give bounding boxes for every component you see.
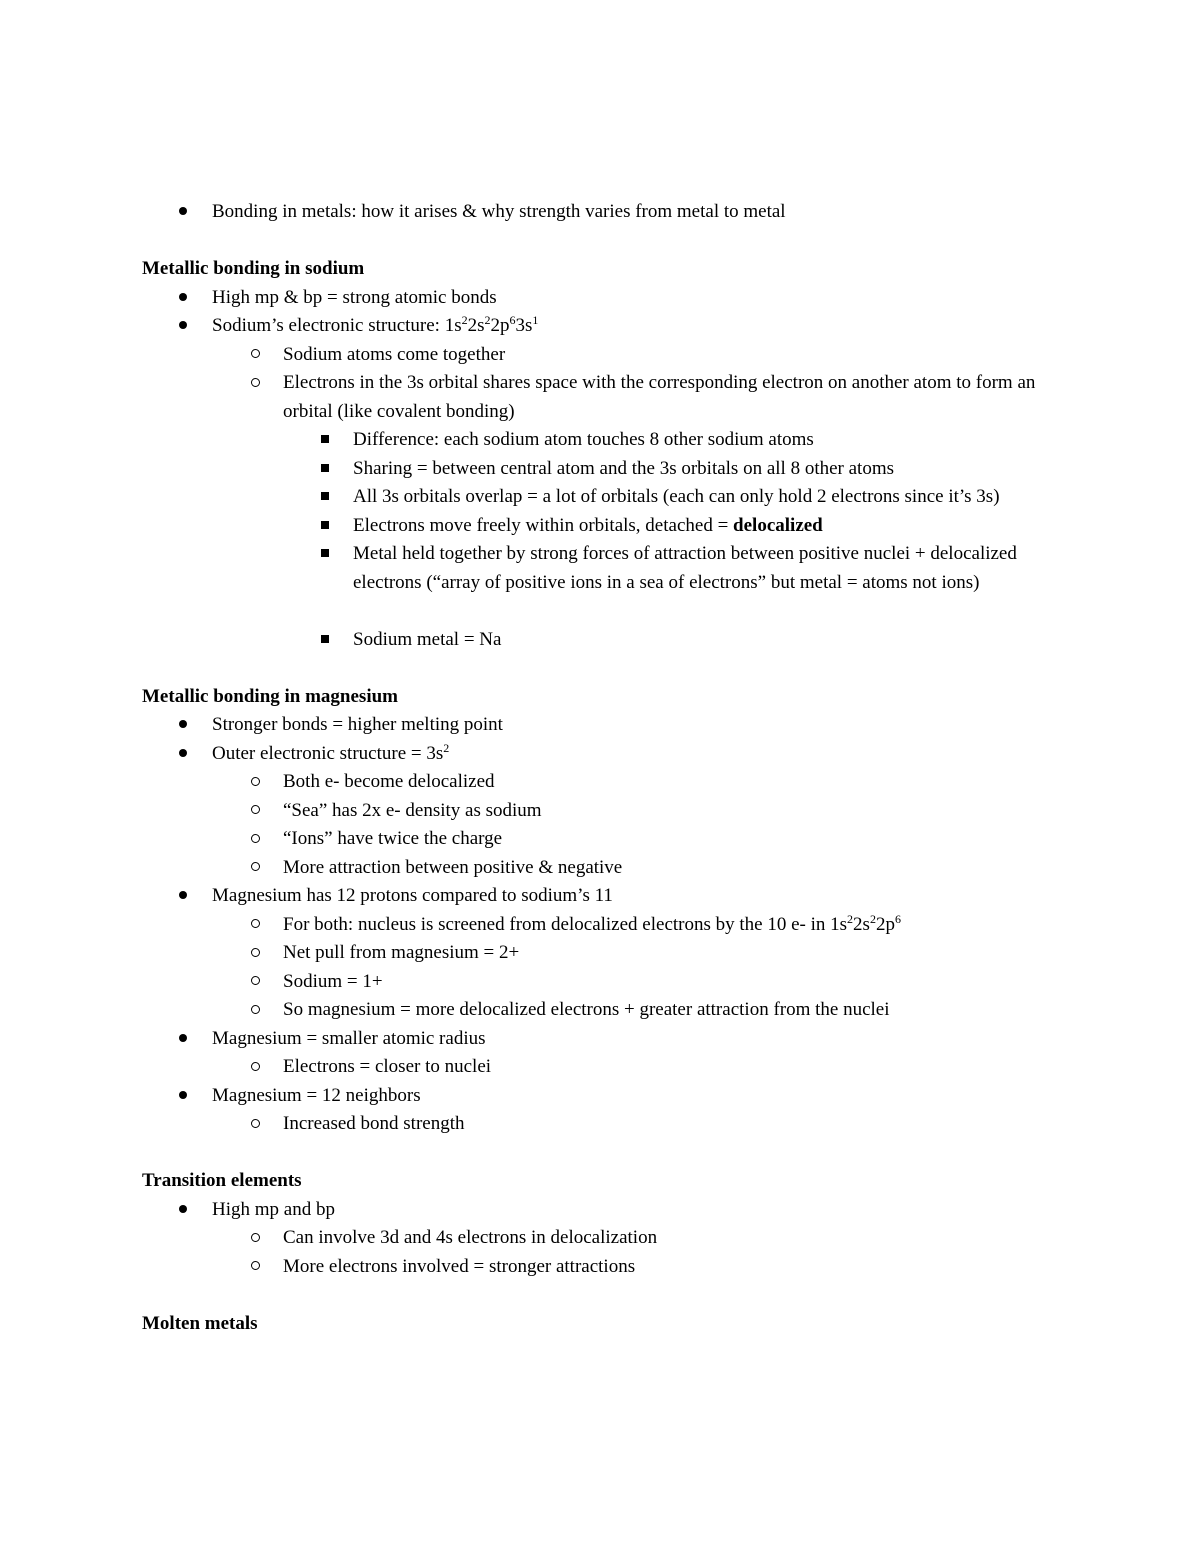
config-count: 2 [847,911,854,926]
list-item [142,198,1082,227]
list-item [142,312,1082,341]
sodium-electron-config [445,315,539,336]
config-count: 6 [894,911,901,926]
transition-s2-text: More electrons involved = stronger attractions [283,1255,636,1277]
bullet-square-icon [315,540,335,569]
transition-heading: Transition elements [142,1170,302,1191]
bullet-circle-icon [245,996,265,1025]
list-item [142,512,1082,541]
magnesium-b3-s2-text: Net pull from magnesium = 2+ [283,942,520,963]
bullet-circle-icon [245,1253,265,1282]
config-count: 1 [532,313,539,327]
list-item [142,1053,1082,1082]
magnesium-b5-text: Magnesium = 12 neighbors [212,1084,421,1106]
list-item [142,882,1082,911]
list-item [142,939,1082,968]
bullet-circle-icon [245,854,265,883]
intro-list [142,198,1082,227]
list-item [142,1082,1082,1111]
bullet-circle-icon [245,968,265,997]
list-item [142,1025,1082,1054]
list-item [142,968,1082,997]
bullet-circle-icon [245,341,265,370]
bullet-circle-icon [245,369,265,398]
config-count: 2 [461,313,468,327]
bullet-dot-icon [173,312,193,341]
delocalized-term: delocalized [733,514,823,536]
sodium-s1-text: Sodium atoms come together [283,343,506,365]
list-item [142,996,1082,1025]
bullet-dot-icon [173,198,193,227]
bullet-circle-icon [245,911,265,940]
config-orbital: 1s [830,913,848,935]
bullet-circle-icon [245,768,265,797]
list-item [142,540,1082,597]
list-item-empty [142,597,1082,626]
magnesium-b2-sup: 2 [443,740,450,755]
magnesium-b2-s1-text: Both e- become delocalized [283,771,495,792]
list-item [142,911,1082,940]
magnesium-b5-s1-text: Increased bond strength [283,1113,465,1134]
notes-content [142,198,1082,1338]
magnesium-b1-text: Stronger bonds = higher melting point [212,714,503,735]
molten-heading: Molten metals [142,1312,258,1334]
bullet-dot-icon [173,1025,193,1054]
list-item [142,284,1082,313]
sodium-list [142,284,1082,655]
magnesium-b3-s1-text: For both: nucleus is screened from delocalized electrons by the 10 e- in [283,913,831,935]
list-item [142,483,1082,512]
list-item [142,854,1082,883]
magnesium-list [142,711,1082,1139]
sodium-s2-text: Electrons in the 3s orbital shares space with the corresponding electron on another atom to form an orbital (like covalent bonding) [283,372,1036,422]
sodium-b1-text: High mp & bp = strong atomic bonds [212,286,497,308]
sodium-t6-text: Sodium metal = Na [353,628,502,650]
sodium-t1-text: Difference: each sodium atom touches 8 other sodium atoms [353,429,814,450]
magnesium-b3-s3-text: Sodium = 1+ [283,970,383,992]
list-item [142,797,1082,826]
config-orbital: 2s [467,315,485,336]
list-item [142,825,1082,854]
transition-b1-text: High mp and bp [212,1198,335,1220]
magnesium-b2-s4-text: More attraction between positive & negative [283,856,623,878]
sodium-b2-text: Sodium’s electronic structure: [212,315,445,336]
sodium-t4-text: Electrons move freely within orbitals, detached = [353,514,734,536]
config-orbital: 3s [515,315,533,336]
sodium-t5-text: Metal held together by strong forces of attraction between positive nuclei + delocalized electrons (“array of positive ions in a sea of electrons” but metal = atoms not ions) [353,543,1017,593]
bullet-dot-icon [173,1082,193,1111]
list-item [142,1110,1082,1139]
bullet-dot-icon [173,711,193,740]
bullet-circle-icon [245,1110,265,1139]
bullet-square-icon [315,455,335,484]
bullet-circle-icon [245,825,265,854]
bullet-dot-icon [173,740,193,769]
bullet-dot-icon [173,1196,193,1225]
config-orbital: 2p [875,913,895,935]
magnesium-b2-s3-text: “Ions” have twice the charge [283,828,503,849]
config-count: 6 [509,313,516,327]
magnesium-heading: Metallic bonding in magnesium [142,685,398,707]
bullet-circle-icon [245,1053,265,1082]
config-count: 2 [869,911,876,926]
sodium-t2-text: Sharing = between central atom and the 3s orbitals on all 8 other atoms [353,457,894,479]
list-item [142,1196,1082,1225]
bullet-square-icon [315,512,335,541]
list-item [142,768,1082,797]
sodium-heading: Metallic bonding in sodium [142,258,365,279]
bullet-circle-icon [245,797,265,826]
list-item [142,341,1082,370]
bullet-square-icon [315,626,335,655]
list-item [142,1253,1082,1282]
magnesium-b4-s1-text: Electrons = closer to nuclei [283,1056,492,1077]
config-count: 2 [484,313,491,327]
bullet-circle-icon [245,939,265,968]
magnesium-b2-text: Outer electronic structure = 3s [212,742,444,764]
list-item [142,426,1082,455]
list-item [142,369,1082,426]
list-item [142,711,1082,740]
magnesium-b3-s4-text: So magnesium = more delocalized electrons + greater attraction from the nuclei [283,999,890,1020]
magnesium-b4-text: Magnesium = smaller atomic radius [212,1027,486,1049]
transition-s1-text: Can involve 3d and 4s electrons in delocalization [283,1227,658,1248]
bullet-circle-icon [245,1224,265,1253]
magnesium-electron-config [830,911,901,935]
list-item [142,455,1082,484]
intro-bullet-text: Bonding in metals: how it arises & why strength varies from metal to metal [212,201,786,222]
magnesium-b2-s2-text: “Sea” has 2x e- density as sodium [283,799,542,821]
sodium-t3-text: All 3s orbitals overlap = a lot of orbitals (each can only hold 2 electrons since it’s 3s) [353,486,1000,507]
bullet-dot-icon [173,284,193,313]
config-orbital: 1s [444,315,462,336]
bullet-dot-icon [173,882,193,911]
bullet-square-icon [315,426,335,455]
bullet-square-icon [315,483,335,512]
config-orbital: 2p [490,315,510,336]
config-orbital: 2s [853,913,870,935]
transition-list [142,1196,1082,1282]
list-item [142,1224,1082,1253]
list-item [142,626,1082,655]
list-item [142,740,1082,769]
magnesium-b3-text: Magnesium has 12 protons compared to sodium’s 11 [212,885,613,906]
